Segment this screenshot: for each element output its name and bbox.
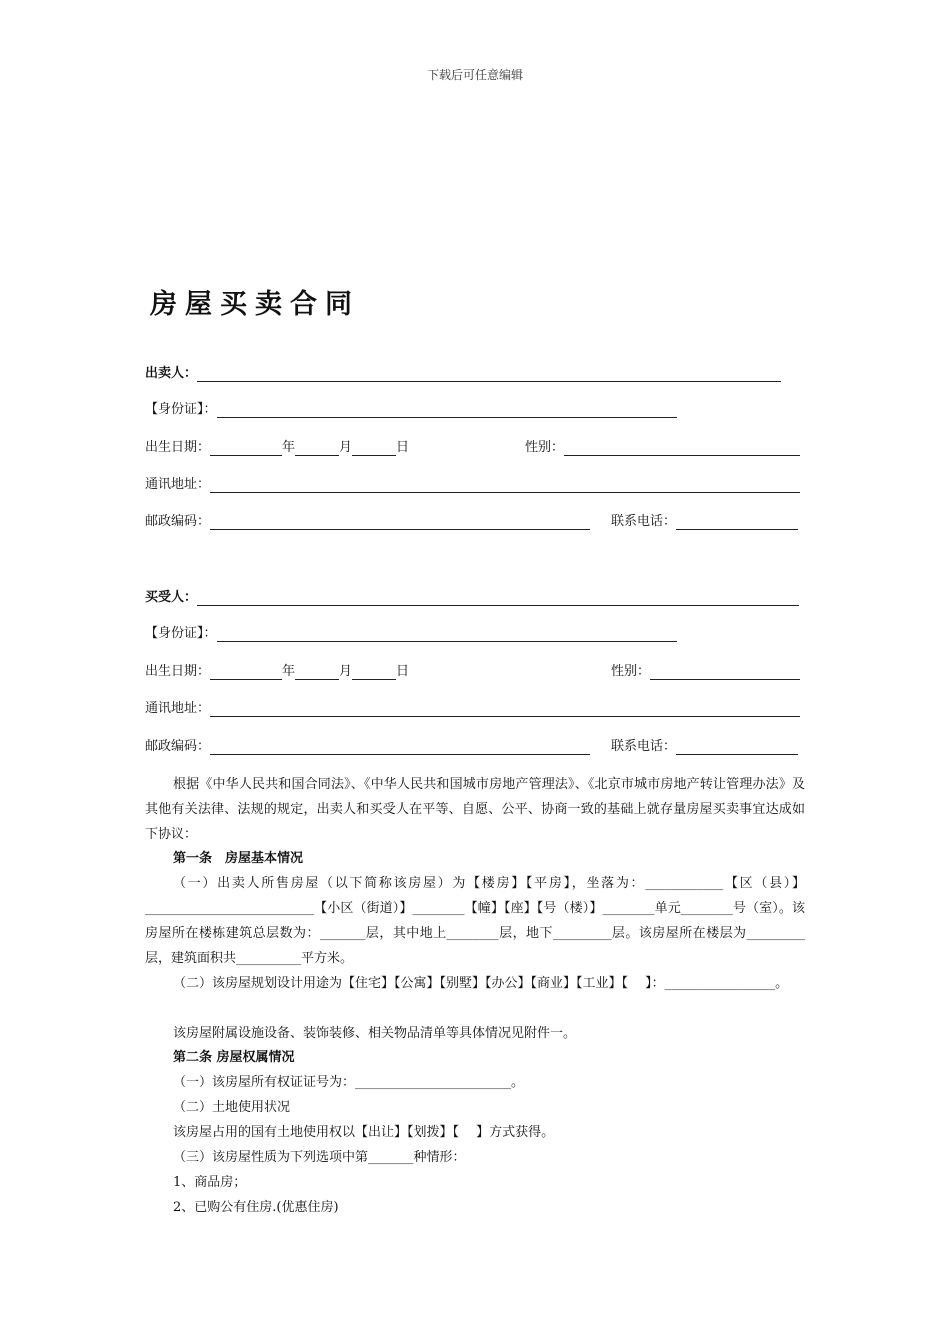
- seller-gender-row: [525, 440, 800, 456]
- buyer-address-row: [145, 701, 800, 717]
- seller-id-field[interactable]: [217, 403, 677, 418]
- buyer-id-label: 【身份证】：: [145, 626, 217, 641]
- seller-address-field[interactable]: [210, 478, 800, 493]
- seller-address-row: [145, 477, 800, 493]
- year-label: 年: [282, 664, 296, 679]
- seller-postcode-label: 邮政编码：: [145, 514, 211, 529]
- article-2-clause-3: （三）该房屋性质为下列选项中第_______种情形：: [173, 1150, 466, 1165]
- page-title: 房屋买卖合同: [150, 289, 360, 320]
- buyer-gender-row: [611, 664, 800, 680]
- buyer-birth-label: 出生日期：: [145, 664, 211, 679]
- seller-birth-month-field[interactable]: [295, 441, 339, 456]
- day-label: 日: [396, 440, 410, 455]
- article-1-clause-1: （一）出卖人所售房屋（以下简称该房屋）为【楼房】【平房】，坐落为：____________【区（县）】__________________________【小区（街道）】________【幢】【座】【号（楼）】________单元________号（室）。该房屋所在楼栋建筑总层数为：_______层，其中地上________层，地下_________层。该房屋所在楼层为_________层，建筑面积共__________平方米。: [145, 876, 805, 966]
- buyer-postcode-row: [145, 739, 590, 755]
- buyer-birth-month-field[interactable]: [295, 665, 339, 680]
- seller-name-field[interactable]: [197, 367, 781, 382]
- buyer-gender-field[interactable]: [650, 665, 800, 680]
- month-label: 月: [339, 440, 353, 455]
- article-1-heading: 第一条 房屋基本情况: [173, 851, 304, 866]
- day-label: 日: [396, 664, 410, 679]
- seller-birth-year-field[interactable]: [210, 441, 282, 456]
- article-2-clause-2: （二）土地使用状况: [173, 1100, 291, 1115]
- seller-address-label: 通讯地址：: [145, 477, 211, 492]
- article-2-clause-1: （一）该房屋所有权证证号为：________________________。: [173, 1075, 525, 1090]
- seller-postcode-field[interactable]: [210, 515, 590, 530]
- buyer-phone-row: [611, 739, 798, 755]
- article-1-clause-2: （二）该房屋规划设计用途为【住宅】【公寓】【别墅】【办公】【商业】【工业】【 】：_________________。: [173, 976, 789, 991]
- seller-birth-row: [145, 440, 409, 456]
- seller-postcode-row: [145, 514, 590, 530]
- buyer-name-field[interactable]: [197, 591, 799, 606]
- buyer-postcode-label: 邮政编码：: [145, 739, 211, 754]
- article-2-heading: 第二条 房屋权属情况: [173, 1050, 295, 1065]
- intro-paragraph: 根据《中华人民共和国合同法》、《中华人民共和国城市房地产管理法》、《北京市城市房地产转让管理办法》及其他有关法律、法规的规定，出卖人和买受人在平等、自愿、公平、协商一致的基础上就存量房屋买卖事宜达成如下协议：: [145, 777, 805, 842]
- seller-label: 出卖人：: [145, 366, 198, 381]
- buyer-label: 买受人：: [145, 590, 198, 605]
- buyer-phone-label: 联系电话：: [611, 739, 677, 754]
- seller-gender-label: 性别：: [525, 440, 565, 455]
- seller-phone-field[interactable]: [676, 515, 798, 530]
- year-label: 年: [282, 440, 296, 455]
- list-item: 2、已购公有住房.(优惠住房): [173, 1200, 339, 1215]
- seller-phone-row: [611, 514, 798, 530]
- buyer-phone-field[interactable]: [676, 740, 798, 755]
- buyer-birth-day-field[interactable]: [352, 665, 396, 680]
- seller-birth-label: 出生日期：: [145, 440, 211, 455]
- seller-id-label: 【身份证】：: [145, 402, 217, 417]
- article-1-note: 该房屋附属设施设备、装饰装修、相关物品清单等具体情况见附件一。: [173, 1026, 577, 1041]
- seller-gender-field[interactable]: [564, 441, 800, 456]
- buyer-birth-row: [145, 664, 409, 680]
- month-label: 月: [339, 664, 353, 679]
- seller-phone-label: 联系电话：: [611, 514, 677, 529]
- buyer-gender-label: 性别：: [611, 664, 651, 679]
- seller-row: [145, 366, 781, 382]
- seller-birth-day-field[interactable]: [352, 441, 396, 456]
- buyer-id-row: [145, 626, 677, 642]
- article-2-land-use: 该房屋占用的国有土地使用权以【出让】【划拨】【 】方式获得。: [173, 1125, 555, 1140]
- page-header: 下载后可任意编辑: [426, 68, 523, 82]
- buyer-address-field[interactable]: [210, 702, 800, 717]
- seller-id-row: [145, 402, 677, 418]
- buyer-postcode-field[interactable]: [210, 740, 590, 755]
- buyer-address-label: 通讯地址：: [145, 701, 211, 716]
- buyer-id-field[interactable]: [217, 627, 677, 642]
- buyer-birth-year-field[interactable]: [210, 665, 282, 680]
- buyer-row: [145, 590, 799, 606]
- list-item: 1、商品房；: [173, 1175, 247, 1190]
